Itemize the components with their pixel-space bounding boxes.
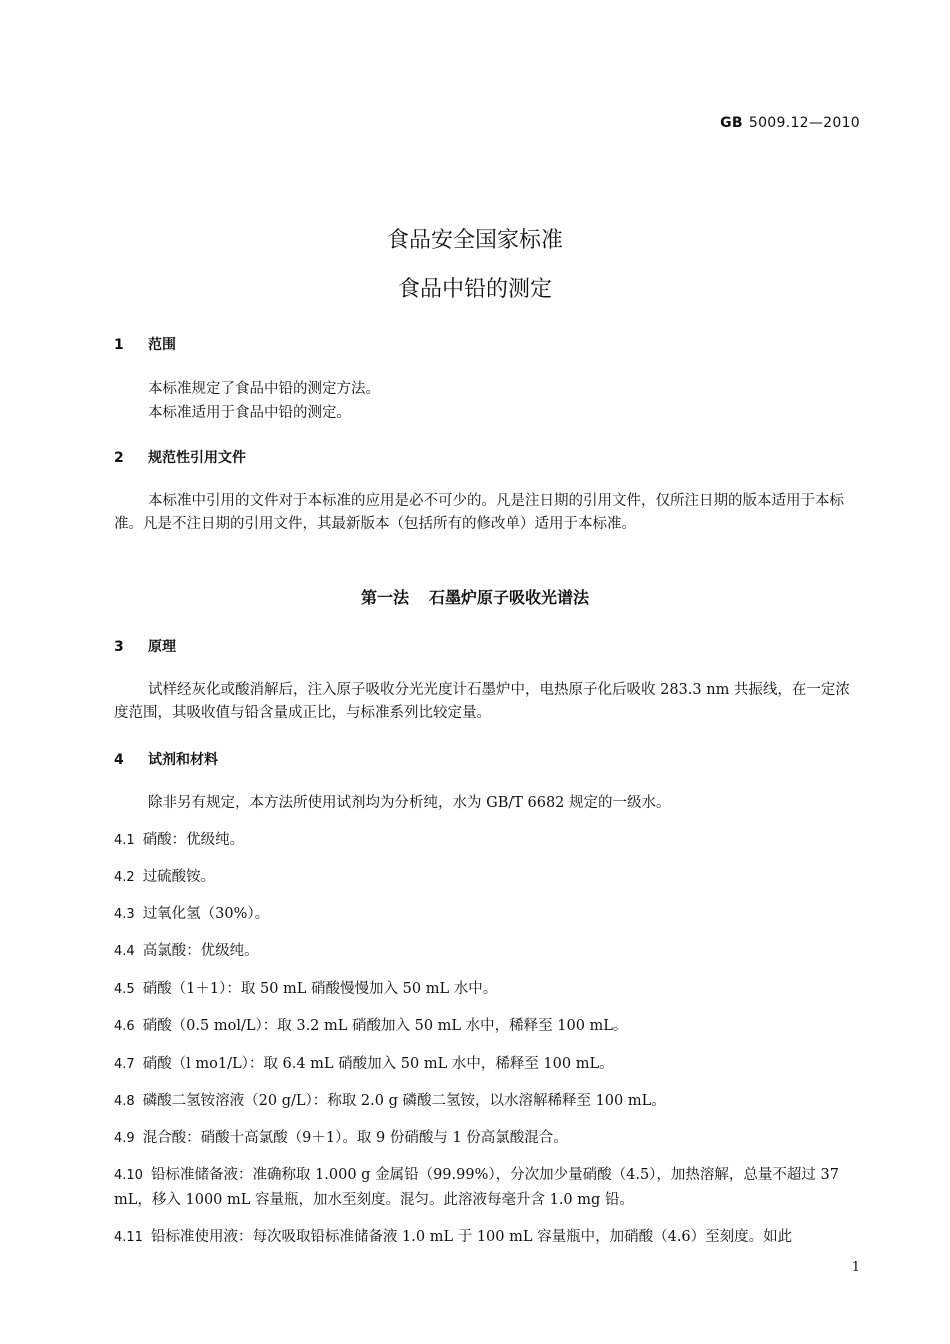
item-text: 硝酸：优级纯。 — [142, 832, 245, 848]
section-number: 3 — [114, 639, 124, 655]
section-3-heading — [114, 636, 176, 656]
section-1-paragraph-1: 本标准规定了食品中铅的测定方法。 — [148, 381, 380, 397]
section-title: 原理 — [148, 639, 176, 655]
sub-title: 食品中铅的测定 — [397, 277, 552, 302]
list-item — [114, 1163, 860, 1212]
item-number: 4.4 — [114, 944, 135, 959]
section-1-paragraph-2: 本标准适用于食品中铅的测定。 — [148, 405, 351, 421]
main-title: 食品安全国家标准 — [386, 228, 563, 253]
list-item — [114, 827, 860, 854]
item-text: 铅标准使用液：每次吸取铅标准储备液 1.0 mL 于 100 mL 容量瓶中，加硝酸（4.6）至刻度。如此 — [150, 1229, 793, 1245]
item-number: 4.1 — [114, 833, 135, 848]
list-item — [114, 901, 860, 928]
method-title: 石墨炉原子吸收光谱法 — [429, 588, 590, 607]
list-item — [114, 1224, 860, 1251]
standard-code — [720, 115, 860, 131]
section-title: 范围 — [148, 337, 176, 353]
item-text: 硝酸（0.5 mol/L）：取 3.2 mL 硝酸加入 50 mL 水中，稀释至 100 mL。 — [142, 1018, 628, 1034]
list-item — [114, 1125, 860, 1152]
item-number: 4.10 — [114, 1168, 143, 1183]
item-number: 4.8 — [114, 1094, 135, 1109]
method-name: 第一法 — [360, 588, 409, 607]
standard-number: 5009.12—2010 — [748, 115, 860, 131]
list-item — [114, 976, 860, 1003]
page-number: 1 — [851, 1260, 860, 1275]
section-4-intro: 除非另有规定，本方法所使用试剂均为分析纯，水为 GB/T 6682 规定的一级水。 — [148, 795, 671, 811]
section-number: 4 — [114, 752, 124, 768]
item-text: 混合酸：硝酸十高氯酸（9＋1）。取 9 份硝酸与 1 份高氯酸混合。 — [142, 1130, 568, 1146]
item-text: 铅标准储备液：准确称取 1.000 g 金属铅（99.99%），分次加少量硝酸（4.5），加热溶解，总量不超过 37 mL，移入 1000 mL 容量瓶，加水至刻度。混匀。此溶液每毫升含 1.0 mg 铅。 — [114, 1167, 839, 1208]
item-text: 高氯酸：优级纯。 — [142, 943, 259, 959]
section-2-paragraph: 本标准中引用的文件对于本标准的应用是必不可少的。凡是注日期的引用文件，仅所注日期的版本适用于本标准。凡是不注日期的引用文件，其最新版本（包括所有的修改单）适用于本标准。 — [114, 493, 844, 532]
list-item — [114, 864, 860, 891]
item-number: 4.6 — [114, 1019, 135, 1034]
item-text: 硝酸（l mo1/L）：取 6.4 mL 硝酸加入 50 mL 水中，稀释至 100 mL。 — [142, 1056, 614, 1072]
section-number: 2 — [114, 450, 124, 466]
section-2-heading — [114, 447, 246, 467]
list-item — [114, 1088, 860, 1115]
item-text: 过硫酸铵。 — [142, 869, 216, 885]
section-4-heading — [114, 749, 218, 769]
item-number: 4.3 — [114, 907, 135, 922]
list-item — [114, 1013, 860, 1040]
section-3-paragraph: 试样经灰化或酸消解后，注入原子吸收分光光度计石墨炉中，电热原子化后吸收 283.3 nm 共振线，在一定浓度范围，其吸收值与铅含量成正比，与标准系列比较定量。 — [114, 682, 850, 721]
section-title: 规范性引用文件 — [148, 450, 246, 466]
item-text: 硝酸（1＋1）：取 50 mL 硝酸慢慢加入 50 mL 水中。 — [142, 981, 498, 997]
item-text: 磷酸二氢铵溶液（20 g/L）：称取 2.0 g 磷酸二氢铵，以水溶解稀释至 100 mL。 — [142, 1093, 666, 1109]
list-item — [114, 938, 860, 965]
section-title: 试剂和材料 — [148, 752, 218, 768]
section-1-heading — [114, 334, 176, 354]
item-number: 4.9 — [114, 1131, 135, 1146]
method-heading — [0, 585, 950, 608]
item-number: 4.7 — [114, 1057, 135, 1072]
item-number: 4.5 — [114, 982, 135, 997]
item-number: 4.11 — [114, 1230, 143, 1245]
standard-prefix: GB — [720, 115, 743, 131]
list-item — [114, 1051, 860, 1078]
item-number: 4.2 — [114, 870, 135, 885]
section-number: 1 — [114, 337, 124, 353]
item-text: 过氧化氢（30%）。 — [142, 906, 270, 922]
